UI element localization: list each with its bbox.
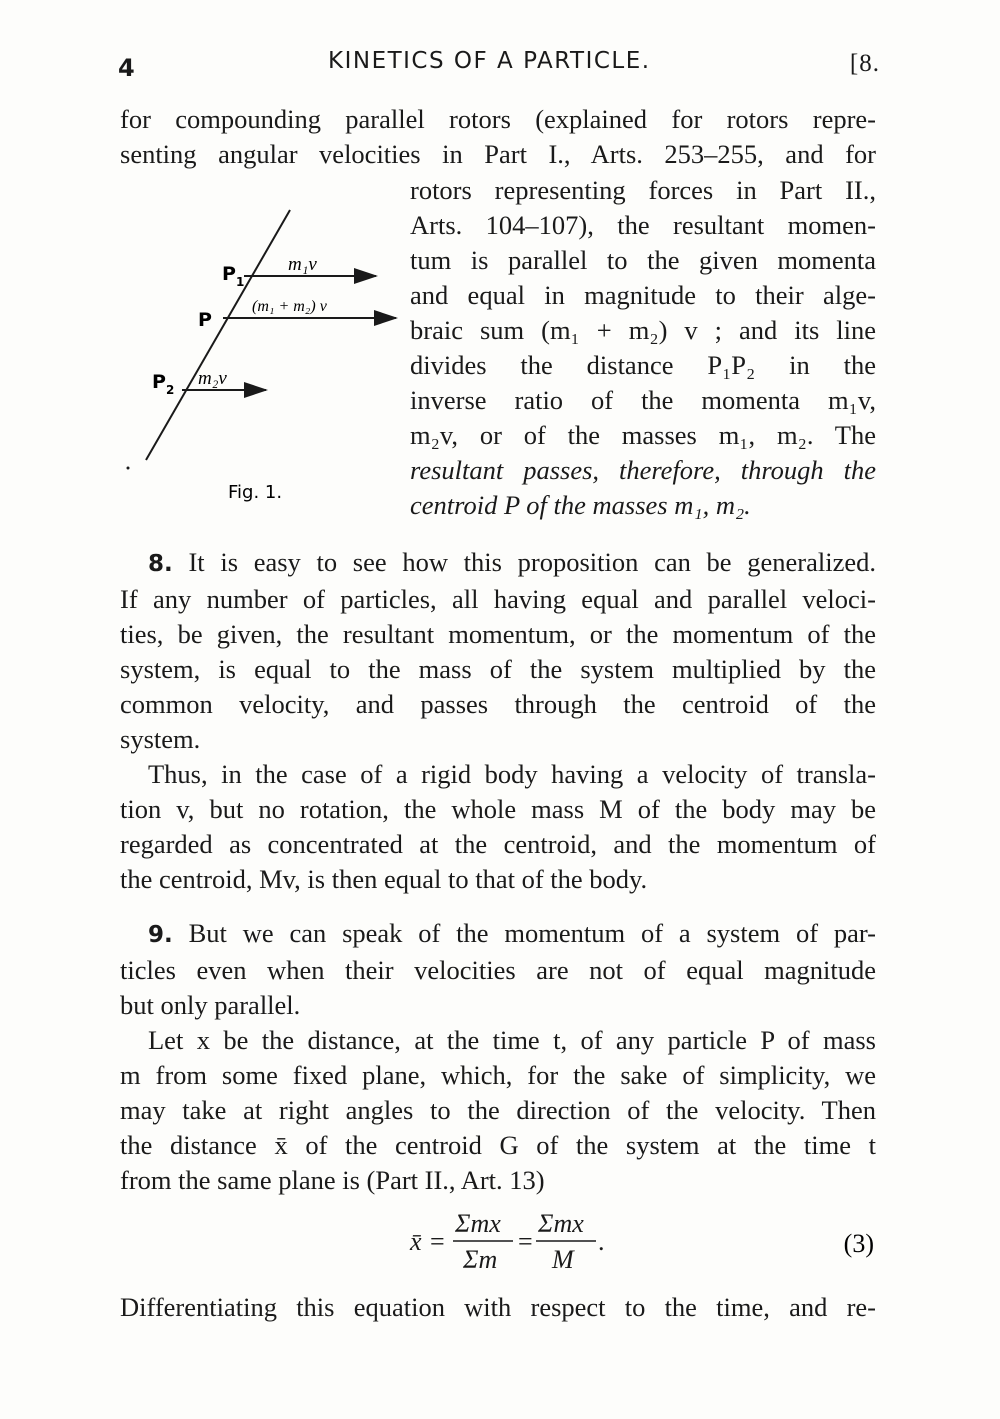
figure-1 [118,198,403,520]
text-line [120,545,876,582]
text-line: the centroid, Mv, is then equal to that of the body. [120,864,648,894]
equation-lhs: x̄ [410,1227,422,1256]
equals-sign: = [430,1227,445,1256]
text-line: senting angular velocities in Part I., Arts. 253–255, and for [120,139,876,169]
text-line: centroid P of the masses m₁, m₂. [410,490,751,520]
figure-caption: Fig. 1. [228,482,283,503]
section-number: 9. [148,922,173,948]
running-title: KINETICS OF A PARTICLE. [328,48,651,74]
text-line: ties, be given, the resultant momentum, or the momentum of the [120,619,876,649]
text-line: tion v, but no rotation, the whole mass M of the body may be [120,794,876,824]
page-number: 4 [118,54,136,82]
text-line: and equal in magnitude to their alge- [410,280,876,310]
text-span: But we can speak of the momentum of a system of par- [188,918,876,948]
text-line: system, is equal to the mass of the system multiplied by the [120,654,876,684]
closing-paragraph [120,1290,876,1325]
parallel-momenta-diagram [118,198,403,520]
text-line: inverse ratio of the momenta m₁v, [410,385,876,415]
text-line: the distance x̄ of the centroid G of the system at the time t [120,1130,876,1160]
transversal-line [146,210,290,460]
fraction2-numerator: Σmx [538,1209,584,1238]
text-line: regarded as concentrated at the centroid, and the momentum of [120,829,876,859]
equation-period: . [598,1227,605,1256]
text-line: If any number of particles, all having equal and parallel veloci- [120,584,876,614]
text-line [120,916,876,953]
arrow-label-m2v: m₂v [198,368,227,389]
text-line: Arts. 104–107), the resultant momen- [410,210,876,240]
text-line: but only parallel. [120,990,301,1020]
text-line: resultant passes, therefore, through the [410,455,876,485]
stray-dot [127,467,130,470]
text-line: tum is parallel to the given momenta [410,245,876,275]
intro-paragraph [120,102,876,172]
text-line: for compounding parallel rotors (explained for rotors repre- [120,104,876,134]
point-p-label: P [198,309,212,331]
text-span: It is easy to see how this proposition can be generalized. [188,547,876,577]
text-line: divides the distance P₁P₂ in the [410,350,876,380]
figure-side-text [410,173,876,523]
text-line: common velocity, and passes through the centroid of the [120,689,876,719]
text-line: m₂v, or of the masses m₁, m₂. The [410,420,876,450]
running-header [118,48,880,88]
text-line: ticles even when their velocities are not of equal magnitude [120,955,876,985]
equation-3 [120,1208,876,1278]
text-line: from the same plane is (Part II., Art. 13) [120,1165,545,1195]
section-9 [120,916,876,1198]
text-line: may take at right angles to the direction of the velocity. Then [120,1095,876,1125]
section-8 [120,545,876,897]
fraction2-denominator: M [552,1245,574,1274]
arrow-label-m1v: m₁v [288,254,317,275]
point-p2-label: $P_2$ [152,371,175,397]
text-line: system. [120,724,201,754]
section-number: 8. [148,551,173,577]
point-p1-label: $P_1$ [222,263,245,289]
text-line: rotors representing forces in Part II., [410,175,876,205]
fraction1-numerator: Σmx [455,1209,501,1238]
equation-formula [120,1208,876,1278]
text-line: braic sum (m₁ + m₂) v ; and its line [410,315,876,345]
equation-number: (3) [843,1229,874,1258]
text-line: Thus, in the case of a rigid body having a velocity of transla- [148,759,876,789]
text-line: Let x be the distance, at the time t, of any particle P of mass [148,1025,876,1055]
equals-sign-2: = [518,1227,533,1256]
text-line: Differentiating this equation with respect to the time, and re- [120,1292,876,1322]
fraction1-denominator: Σm [463,1245,498,1274]
text-line: m from some fixed plane, which, for the sake of simplicity, we [120,1060,876,1090]
section-marker: [8. [849,50,880,77]
arrow-label-resultant: (m₁ + m₂) v [252,298,327,315]
